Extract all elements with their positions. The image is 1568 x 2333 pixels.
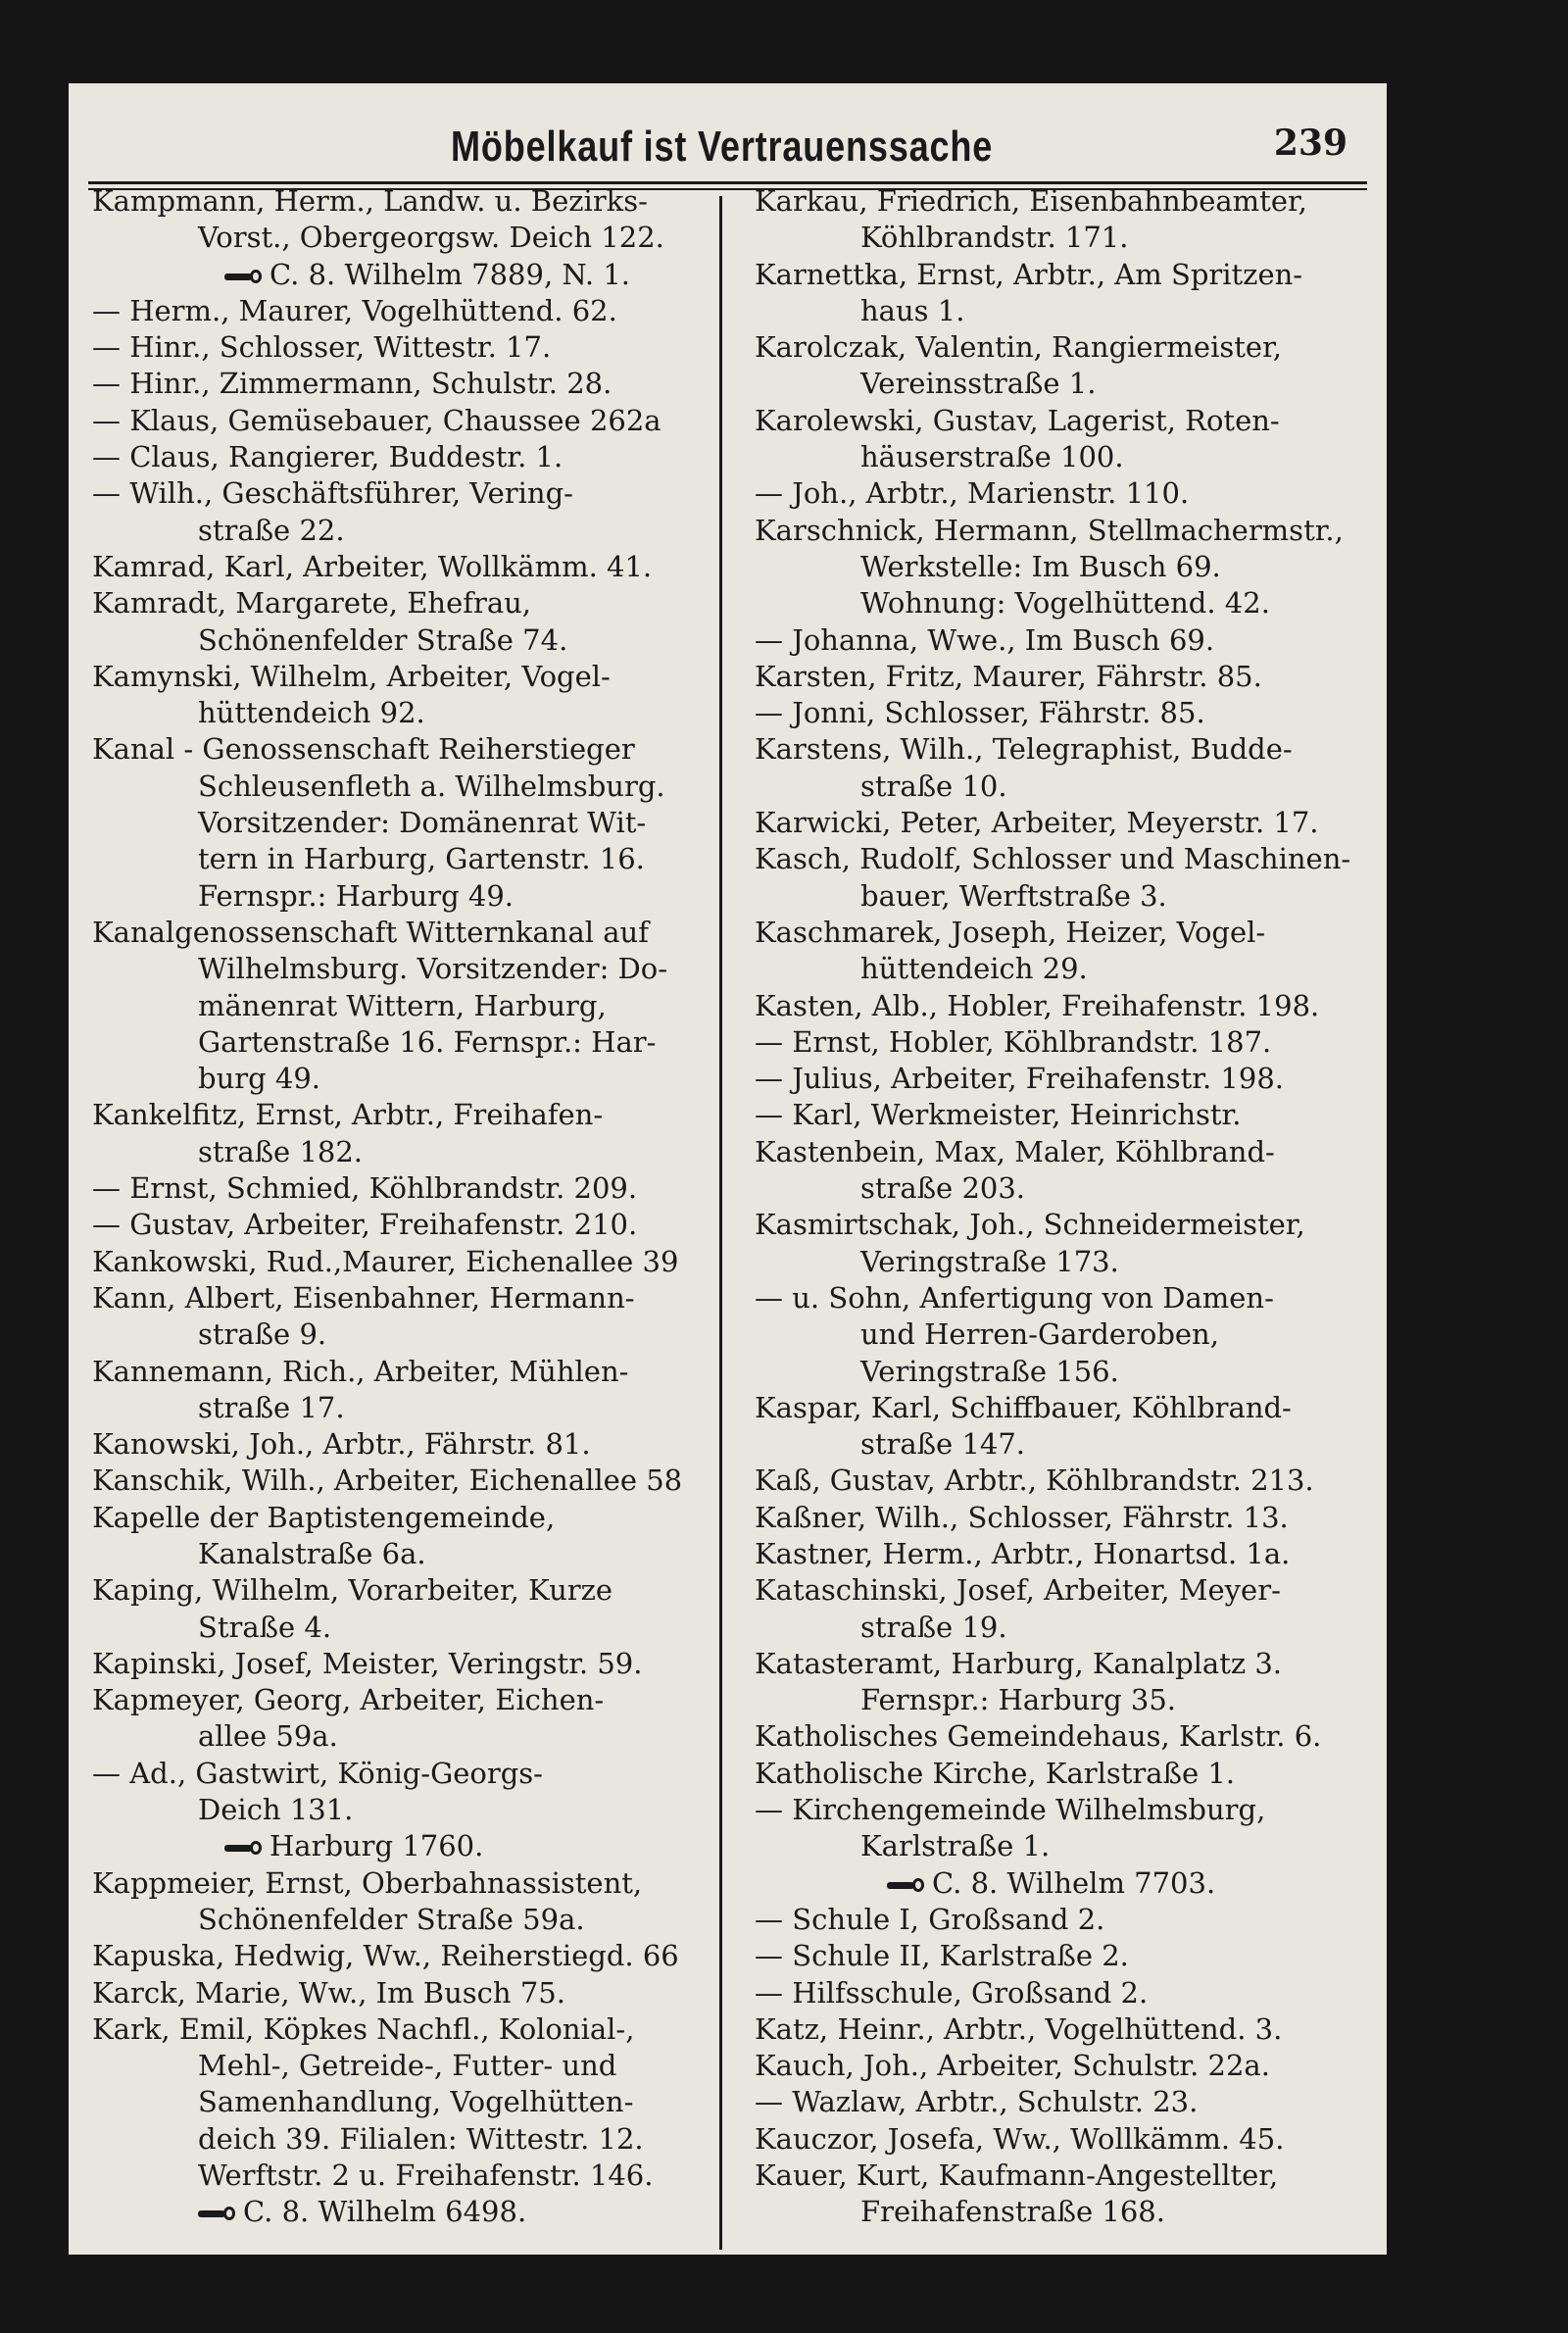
entry-text: Vereinsstraße 1. — [860, 367, 1097, 401]
entry-text: Kauch, Joh., Arbeiter, Schulstr. 22a. — [755, 2049, 1270, 2083]
entry-text: — Hilfsschule, Großsand 2. — [755, 1975, 1149, 2010]
directory-line — [92, 951, 715, 987]
directory-line — [755, 1828, 1378, 1864]
entry-text: Freihafenstraße 168. — [860, 2195, 1165, 2229]
directory-line — [92, 329, 715, 366]
entry-text: Kankowski, Rud.,Maurer, Eichenallee 39 — [92, 1244, 679, 1278]
entry-text: Kark, Emil, Köpkes Nachfl., Kolonial-, — [92, 2011, 635, 2046]
entry-text: Werftstr. 2 u. Freihafenstr. 146. — [198, 2159, 654, 2193]
directory-line — [755, 1500, 1378, 1536]
entry-text: Kapinski, Josef, Meister, Veringstr. 59. — [92, 1646, 643, 1680]
entry-text: Kasch, Rudolf, Schlosser und Maschinen- — [755, 842, 1351, 876]
entry-text: tern in Harburg, Gartenstr. 16. — [198, 842, 645, 876]
entry-text: Veringstraße 173. — [860, 1244, 1119, 1278]
directory-line — [92, 1536, 715, 1572]
telephone-icon — [198, 2207, 235, 2220]
directory-line — [755, 1975, 1378, 2011]
entry-text: — Julius, Arbeiter, Freihafenstr. 198. — [755, 1062, 1284, 1096]
entry-text: Karschnick, Hermann, Stellmachermstr., — [755, 513, 1344, 547]
entry-text: — Gustav, Arbeiter, Freihafenstr. 210. — [92, 1208, 638, 1242]
directory-line — [755, 1756, 1378, 1792]
directory-line — [92, 1610, 715, 1646]
entry-text: Kamradt, Margarete, Ehefrau, — [92, 586, 532, 620]
directory-line — [92, 403, 715, 439]
entry-text: Karsten, Fritz, Maurer, Fährstr. 85. — [755, 659, 1262, 693]
entry-text: — Ernst, Schmied, Köhlbrandstr. 209. — [92, 1171, 638, 1206]
entry-text: Katholische Kirche, Karlstraße 1. — [755, 1756, 1235, 1790]
directory-line — [755, 513, 1378, 549]
directory-line — [92, 915, 715, 951]
entry-text: — Hinr., Schlosser, Wittestr. 17. — [92, 330, 552, 365]
directory-line — [755, 439, 1378, 475]
directory-line — [92, 585, 715, 621]
directory-line — [92, 2048, 715, 2084]
telephone-icon — [224, 270, 262, 283]
directory-line — [755, 1463, 1378, 1499]
entry-text: — Schule I, Großsand 2. — [755, 1902, 1105, 1936]
directory-line — [755, 1244, 1378, 1280]
directory-line — [755, 1061, 1378, 1097]
entry-text: Karolczak, Valentin, Rangiermeister, — [755, 330, 1282, 365]
directory-line — [755, 1097, 1378, 1133]
entry-text: Katasteramt, Harburg, Kanalplatz 3. — [755, 1646, 1283, 1680]
right-column — [755, 183, 1378, 2231]
directory-line — [755, 293, 1378, 329]
directory-line — [755, 549, 1378, 585]
entry-text: — Wilh., Geschäftsführer, Vering- — [92, 476, 573, 511]
directory-line — [755, 2084, 1378, 2120]
entry-text: straße 9. — [198, 1317, 327, 1352]
directory-line — [755, 403, 1378, 439]
entry-text: straße 17. — [198, 1390, 345, 1424]
entry-text: Vorst., Obergeorgsw. Deich 122. — [198, 221, 664, 255]
entry-text: Kapuska, Hedwig, Ww., Reiherstiegd. 66 — [92, 1939, 679, 1973]
directory-line — [92, 1024, 715, 1061]
directory-line — [92, 805, 715, 841]
entry-text: — Hinr., Zimmermann, Schulstr. 28. — [92, 367, 612, 401]
directory-line — [755, 1354, 1378, 1390]
entry-text: Karck, Marie, Ww., Im Busch 75. — [92, 1975, 565, 2010]
entry-text: Kann, Albert, Eisenbahner, Hermann- — [92, 1280, 635, 1315]
telephone-icon — [887, 1878, 924, 1892]
directory-line — [92, 1463, 715, 1499]
directory-line — [92, 1170, 715, 1207]
entry-text: Kasten, Alb., Hobler, Freihafenstr. 198. — [755, 988, 1320, 1022]
directory-line — [92, 659, 715, 695]
entry-text: hüttendeich 92. — [198, 696, 425, 730]
directory-line — [92, 1097, 715, 1133]
entry-text: Samenhandlung, Vogelhütten- — [198, 2085, 634, 2119]
entry-text: Karlstraße 1. — [860, 1829, 1051, 1863]
directory-line — [755, 366, 1378, 402]
directory-line — [755, 1572, 1378, 1609]
entry-text: — Schule II, Karlstraße 2. — [755, 1939, 1129, 1973]
entry-text: Fernspr.: Harburg 49. — [198, 878, 514, 913]
directory-line — [755, 1792, 1378, 1828]
directory-line — [92, 1244, 715, 1280]
directory-line — [755, 1902, 1378, 1938]
directory-line — [755, 1134, 1378, 1170]
directory-line — [755, 1865, 1378, 1902]
entry-text: straße 147. — [860, 1427, 1026, 1462]
entry-text: Kanalgenossenschaft Witternkanal auf — [92, 915, 649, 949]
directory-line — [755, 2011, 1378, 2048]
directory-line — [92, 183, 715, 220]
entry-text: C. 8. Wilhelm 6498. — [243, 2195, 527, 2229]
entry-text: Fernspr.: Harburg 35. — [860, 1683, 1177, 1717]
entry-text: Katholisches Gemeindehaus, Karlstr. 6. — [755, 1719, 1322, 1754]
entry-text: straße 182. — [198, 1134, 364, 1168]
directory-line — [755, 2121, 1378, 2158]
entry-text: Vorsitzender: Domänenrat Wit- — [198, 806, 647, 840]
directory-line — [92, 1500, 715, 1536]
directory-line — [755, 769, 1378, 805]
entry-text: — Joh., Arbtr., Marienstr. 110. — [755, 476, 1190, 511]
page-title: Möbelkauf ist Vertrauenssache — [451, 123, 994, 171]
entry-text: und Herren-Garderoben, — [860, 1317, 1219, 1352]
directory-line — [755, 878, 1378, 915]
directory-line — [92, 257, 715, 293]
directory-line — [755, 220, 1378, 256]
directory-line — [92, 2121, 715, 2158]
entry-text: Mehl-, Getreide-, Futter- und — [198, 2049, 617, 2083]
directory-line — [92, 1756, 715, 1792]
entry-text: bauer, Werftstraße 3. — [860, 878, 1167, 913]
directory-line — [92, 878, 715, 915]
directory-line — [92, 2084, 715, 2120]
entry-text: — Johanna, Wwe., Im Busch 69. — [755, 622, 1215, 657]
directory-line — [92, 2011, 715, 2048]
entry-text: — Wazlaw, Arbtr., Schulstr. 23. — [755, 2085, 1199, 2119]
directory-line — [92, 769, 715, 805]
entry-text: Kapelle der Baptistengemeinde, — [92, 1500, 556, 1534]
entry-text: Karolewski, Gustav, Lagerist, Roten- — [755, 403, 1280, 437]
entry-text: Schönenfelder Straße 59a. — [198, 1902, 585, 1936]
entry-text: straße 19. — [860, 1610, 1007, 1644]
directory-line — [92, 1792, 715, 1828]
directory-line — [92, 2158, 715, 2194]
entry-text: Kasmirtschak, Joh., Schneidermeister, — [755, 1208, 1305, 1242]
entry-text: C. 8. Wilhelm 7703. — [932, 1865, 1216, 1900]
entry-text: Kaspar, Karl, Schiffbauer, Köhlbrand- — [755, 1390, 1292, 1424]
directory-line — [755, 329, 1378, 366]
entry-text: Kanal - Genossenschaft Reiherstieger — [92, 732, 635, 767]
directory-line — [755, 805, 1378, 841]
entry-text: Karnettka, Ernst, Arbtr., Am Spritzen- — [755, 257, 1303, 291]
entry-text: Wohnung: Vogelhüttend. 42. — [860, 586, 1270, 620]
directory-line — [755, 841, 1378, 877]
entry-text: Kannemann, Rich., Arbeiter, Mühlen- — [92, 1354, 629, 1388]
entry-text: straße 22. — [198, 513, 345, 547]
directory-line — [92, 1354, 715, 1390]
entry-text: Harburg 1760. — [270, 1829, 484, 1863]
entry-text: Straße 4. — [198, 1610, 332, 1644]
directory-line — [755, 1646, 1378, 1682]
directory-line — [92, 1426, 715, 1463]
directory-line — [92, 1316, 715, 1353]
entry-text: — Herm., Maurer, Vogelhüttend. 62. — [92, 293, 617, 327]
entry-text: — Ad., Gastwirt, König-Georgs- — [92, 1756, 543, 1790]
entry-text: Kanalstraße 6a. — [198, 1536, 426, 1570]
directory-line — [755, 731, 1378, 768]
entry-text: Karkau, Friedrich, Eisenbahnbeamter, — [755, 184, 1307, 218]
directory-line — [755, 1536, 1378, 1572]
entry-text: Kanowski, Joh., Arbtr., Fährstr. 81. — [92, 1427, 591, 1462]
directory-line — [92, 475, 715, 512]
directory-line — [755, 1024, 1378, 1061]
entry-text: Kaßner, Wilh., Schlosser, Fährstr. 13. — [755, 1500, 1289, 1534]
directory-line — [755, 183, 1378, 220]
directory-line — [92, 1828, 715, 1864]
directory-line — [92, 293, 715, 329]
entry-text: Schleusenfleth a. Wilhelmsburg. — [198, 769, 665, 803]
directory-line — [92, 1865, 715, 1902]
directory-line — [755, 2158, 1378, 2194]
directory-line — [755, 1316, 1378, 1353]
entry-text: Köhlbrandstr. 171. — [860, 221, 1129, 255]
directory-line — [92, 1280, 715, 1316]
entry-text: Kappmeier, Ernst, Oberbahnassistent, — [92, 1865, 643, 1900]
entry-text: hüttendeich 29. — [860, 952, 1088, 986]
directory-line — [755, 257, 1378, 293]
directory-line — [755, 1938, 1378, 1974]
directory-line — [92, 1902, 715, 1938]
directory-line — [755, 1610, 1378, 1646]
entry-text: Wilhelmsburg. Vorsitzender: Do- — [198, 952, 668, 986]
directory-line — [755, 1682, 1378, 1718]
directory-line — [92, 220, 715, 256]
directory-line — [755, 2194, 1378, 2230]
directory-line — [92, 731, 715, 768]
directory-line — [92, 1975, 715, 2011]
directory-line — [92, 1207, 715, 1243]
directory-line — [92, 1134, 715, 1170]
entry-text: Kastner, Herm., Arbtr., Honartsd. 1a. — [755, 1536, 1291, 1570]
entry-text: Karwicki, Peter, Arbeiter, Meyerstr. 17. — [755, 806, 1319, 840]
directory-line — [92, 513, 715, 549]
entry-text: allee 59a. — [198, 1719, 338, 1754]
entry-text: Kankelfitz, Ernst, Arbtr., Freihafen- — [92, 1098, 604, 1132]
entry-text: mänenrat Wittern, Harburg, — [198, 988, 607, 1022]
entry-text: Kauczor, Josefa, Ww., Wollkämm. 45. — [755, 2121, 1285, 2156]
entry-text: straße 10. — [860, 769, 1007, 803]
directory-line — [755, 951, 1378, 987]
directory-line — [92, 1646, 715, 1682]
directory-line — [92, 1938, 715, 1974]
directory-line — [92, 622, 715, 659]
entry-text: Kaß, Gustav, Arbtr., Köhlbrandstr. 213. — [755, 1464, 1314, 1498]
entry-text: häuserstraße 100. — [860, 440, 1124, 474]
entry-text: Veringstraße 156. — [860, 1354, 1119, 1388]
entry-text: Kamynski, Wilhelm, Arbeiter, Vogel- — [92, 659, 611, 693]
entry-text: Gartenstraße 16. Fernspr.: Har- — [198, 1024, 657, 1059]
directory-line — [92, 1682, 715, 1718]
entry-text: Kataschinski, Josef, Arbeiter, Meyer- — [755, 1573, 1281, 1608]
entry-text: Kauer, Kurt, Kaufmann-Angestellter, — [755, 2159, 1279, 2193]
entry-text: — Kirchengemeinde Wilhelmsburg, — [755, 1793, 1266, 1827]
entry-text: haus 1. — [860, 293, 965, 327]
directory-line — [755, 1426, 1378, 1463]
entry-text: burg 49. — [198, 1062, 321, 1096]
entry-text: Kastenbein, Max, Maler, Köhlbrand- — [755, 1134, 1275, 1168]
telephone-icon — [224, 1841, 262, 1855]
entry-text: Kampmann, Herm., Landw. u. Bezirks- — [92, 184, 648, 218]
directory-line — [755, 1390, 1378, 1426]
page-number: 239 — [1273, 123, 1348, 164]
entry-text: Kaping, Wilhelm, Vorarbeiter, Kurze — [92, 1573, 613, 1608]
directory-page — [69, 83, 1387, 2255]
entry-text: Kapmeyer, Georg, Arbeiter, Eichen- — [92, 1683, 605, 1717]
entry-text: C. 8. Wilhelm 7889, N. 1. — [270, 257, 631, 291]
directory-line — [92, 1718, 715, 1755]
directory-line — [755, 1170, 1378, 1207]
entry-text: straße 203. — [860, 1171, 1026, 1206]
directory-line — [92, 988, 715, 1024]
directory-line — [755, 988, 1378, 1024]
directory-line — [755, 659, 1378, 695]
entry-text: Schönenfelder Straße 74. — [198, 622, 568, 657]
directory-line — [755, 475, 1378, 512]
entry-text: deich 39. Filialen: Wittestr. 12. — [198, 2121, 644, 2156]
left-column — [92, 183, 715, 2231]
directory-line — [92, 695, 715, 731]
directory-line — [92, 549, 715, 585]
column-divider — [719, 196, 722, 2250]
directory-line — [92, 1572, 715, 1609]
directory-line — [92, 1390, 715, 1426]
entry-text: — Ernst, Hobler, Köhlbrandstr. 187. — [755, 1024, 1272, 1059]
directory-line — [755, 915, 1378, 951]
directory-line — [92, 1061, 715, 1097]
entry-text: — Claus, Rangierer, Buddestr. 1. — [92, 440, 564, 474]
entry-text: — Jonni, Schlosser, Fährstr. 85. — [755, 696, 1205, 730]
directory-line — [755, 622, 1378, 659]
entry-text: — u. Sohn, Anfertigung von Damen- — [755, 1280, 1274, 1315]
entry-text: Deich 131. — [198, 1793, 354, 1827]
directory-line — [92, 841, 715, 877]
directory-line — [92, 366, 715, 402]
directory-line — [755, 2048, 1378, 2084]
directory-line — [92, 439, 715, 475]
entry-text: Kanschik, Wilh., Arbeiter, Eichenallee 58 — [92, 1464, 683, 1498]
directory-line — [755, 1280, 1378, 1316]
directory-line — [92, 2194, 715, 2230]
entry-text: Werkstelle: Im Busch 69. — [860, 549, 1221, 583]
entry-text: Kamrad, Karl, Arbeiter, Wollkämm. 41. — [92, 549, 653, 583]
entry-text: Karstens, Wilh., Telegraphist, Budde- — [755, 732, 1293, 767]
directory-line — [755, 585, 1378, 621]
entry-text: Kaschmarek, Joseph, Heizer, Vogel- — [755, 915, 1266, 949]
entry-text: — Karl, Werkmeister, Heinrichstr. — [755, 1098, 1242, 1132]
directory-line — [755, 1718, 1378, 1755]
directory-line — [755, 1207, 1378, 1243]
entry-text: — Klaus, Gemüsebauer, Chaussee 262a — [92, 403, 662, 437]
entry-text: Katz, Heinr., Arbtr., Vogelhüttend. 3. — [755, 2011, 1283, 2046]
directory-line — [755, 695, 1378, 731]
